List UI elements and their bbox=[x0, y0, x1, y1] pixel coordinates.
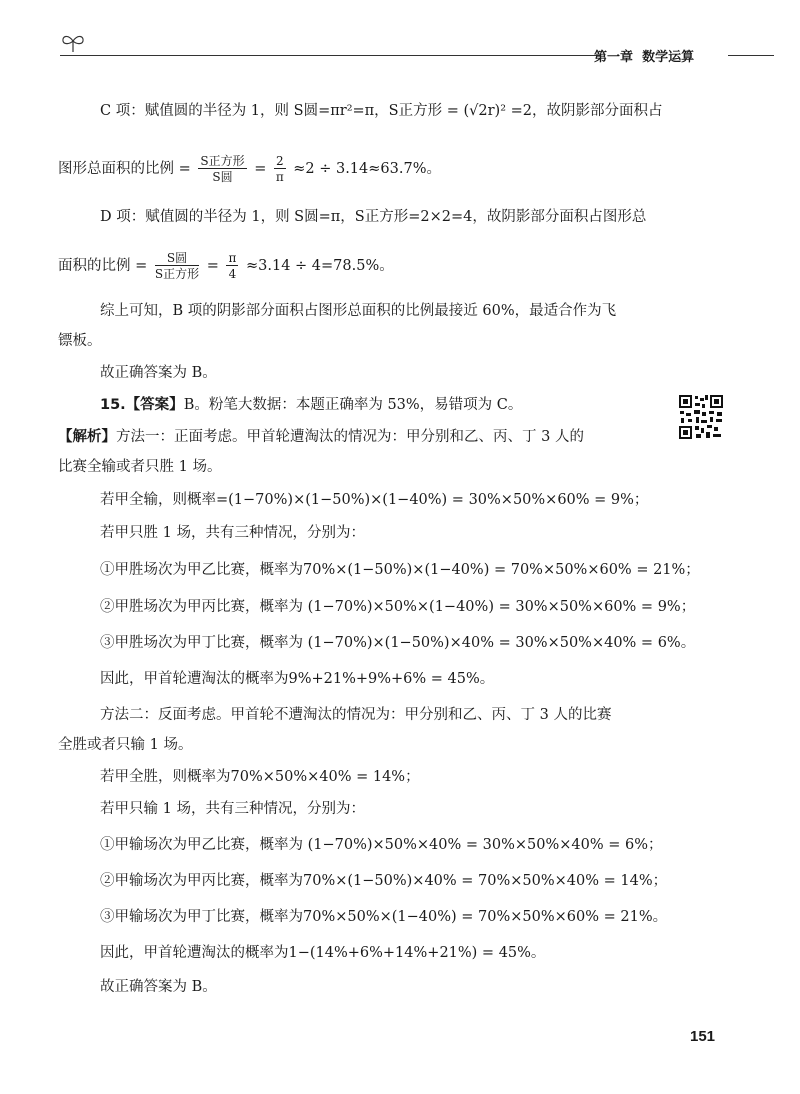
summary-line2: 镖板。 bbox=[58, 333, 102, 349]
header-rule-right bbox=[728, 55, 774, 56]
analysis-line1: 【解析】方法一：正面考虑。甲首轮遭淘汰的情况为：甲分别和乙、丙、丁 3 人的 bbox=[58, 429, 584, 445]
method1-conclusion: 因此，甲首轮遭淘汰的概率为9%+21%+9%+6% = 45%。 bbox=[100, 671, 495, 687]
fraction: $\frac{\pi}{4}$ bbox=[228, 251, 237, 281]
method1-case2: ②甲胜场次为甲丙比赛，概率为 (1−70%)×50%×(1−40%) = 30%×50%×60% = 9%； bbox=[100, 599, 696, 615]
q15-answer: 15.【答案】B。粉笔大数据：本题正确率为 53%，易错项为 C。 bbox=[100, 397, 523, 413]
option-c-line1: C 项：赋值圆的半径为 1，则 S圆=πr²=π，S正方形 = (√2r)² =2，故阴影部分面积占 bbox=[100, 103, 663, 119]
method2-line2: 全胜或者只输 1 场。 bbox=[58, 737, 193, 753]
qr-code-icon bbox=[678, 394, 724, 440]
option-d-line2: 面积的比例 = $\frac{\text{S圆}}{\text{S正方形}}$ = $\frac{\pi}{4}$ ≈3.14 ÷ 4=78.5%。 bbox=[58, 251, 394, 281]
option-c-line2: 图形总面积的比例 = $\frac{\text{S正方形}}{\text{S圆}}$ = $\frac{2}{\pi}$ ≈2 ÷ 3.14≈63.7%。 bbox=[58, 154, 441, 184]
leaf-icon bbox=[60, 32, 86, 54]
method2-case1: ①甲输场次为甲乙比赛，概率为 (1−70%)×50%×40% = 30%×50%×40% = 6%； bbox=[100, 837, 663, 853]
header-rule bbox=[60, 55, 600, 56]
method2-conclusion: 因此，甲首轮遭淘汰的概率为1−(14%+6%+14%+21%) = 45%。 bbox=[100, 945, 546, 961]
method1-win-one: 若甲只胜 1 场，共有三种情况，分别为： bbox=[100, 525, 365, 541]
option-d-line1: D 项：赋值圆的半径为 1，则 S圆=π，S正方形=2×2=4，故阴影部分面积占图形总 bbox=[100, 209, 647, 225]
method2-lose-one: 若甲只输 1 场，共有三种情况，分别为： bbox=[100, 801, 365, 817]
method2-case2: ②甲输场次为甲丙比赛，概率为70%×(1−50%)×40% = 70%×50%×40% = 14%； bbox=[100, 873, 668, 889]
method1-case1: ①甲胜场次为甲乙比赛，概率为70%×(1−50%)×(1−40%) = 70%×50%×60% = 21%； bbox=[100, 562, 700, 578]
chapter-heading: 第一章 数学运算 bbox=[594, 50, 695, 65]
fraction: $\frac{2}{\pi}$ bbox=[275, 154, 284, 184]
method1-all-lose: 若甲全输，则概率=(1−70%)×(1−50%)×(1−40%) = 30%×50%×60% = 9%； bbox=[100, 492, 649, 508]
page-number: 151 bbox=[690, 1028, 716, 1045]
method1-case3: ③甲胜场次为甲丁比赛，概率为 (1−70%)×(1−50%)×40% = 30%×50%×40% = 6%。 bbox=[100, 635, 696, 651]
answer-15: 故正确答案为 B。 bbox=[100, 979, 217, 995]
fraction: $\frac{\text{S正方形}}{\text{S圆}}$ bbox=[200, 154, 245, 184]
fraction: $\frac{\text{S圆}}{\text{S正方形}}$ bbox=[154, 251, 200, 281]
method2-line1: 方法二：反面考虑。甲首轮不遭淘汰的情况为：甲分别和乙、丙、丁 3 人的比赛 bbox=[100, 707, 612, 723]
summary-line1: 综上可知，B 项的阴影部分面积占图形总面积的比例最接近 60%，最适合作为飞 bbox=[100, 303, 617, 319]
analysis-line2: 比赛全输或者只胜 1 场。 bbox=[58, 459, 222, 475]
method2-case3: ③甲输场次为甲丁比赛，概率为70%×50%×(1−40%) = 70%×50%×60% = 21%。 bbox=[100, 909, 668, 925]
method2-all-win: 若甲全胜，则概率为70%×50%×40% = 14%； bbox=[100, 769, 420, 785]
answer-14: 故正确答案为 B。 bbox=[100, 365, 217, 381]
